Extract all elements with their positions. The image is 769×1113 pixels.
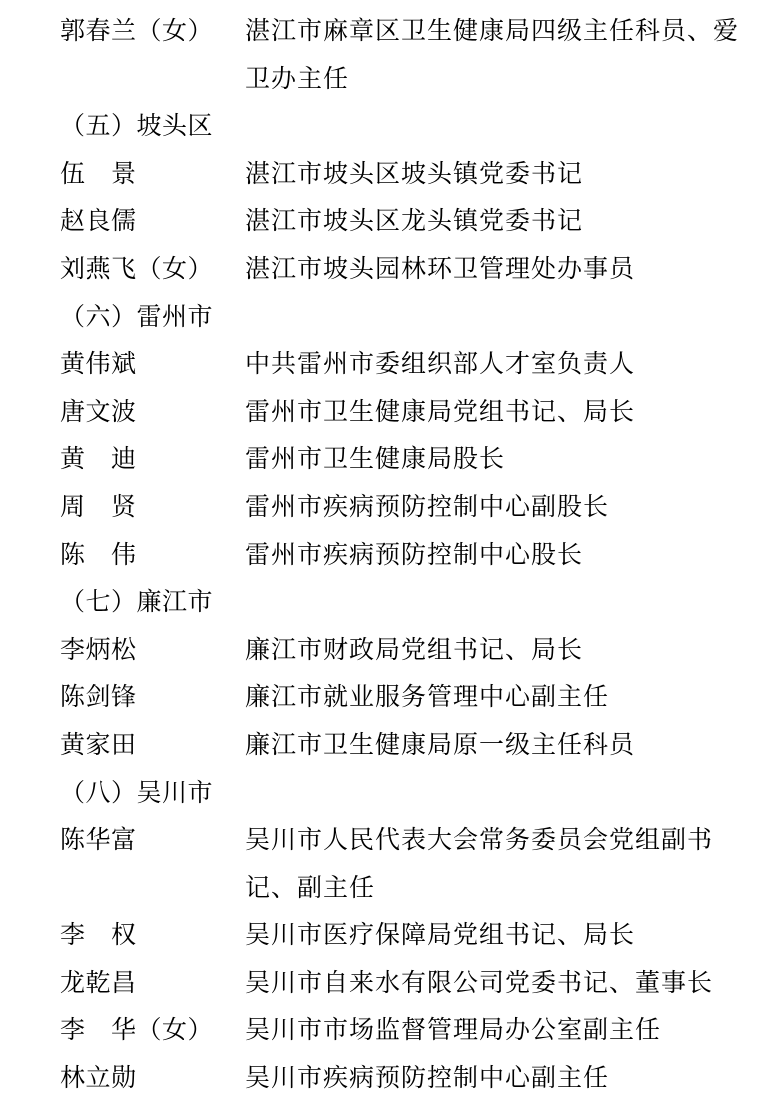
entry-title: 廉江市卫生健康局原一级主任科员 <box>245 731 636 759</box>
entry-title: 吴川市市场监督管理局办公室副主任 <box>245 1017 662 1045</box>
entry-row <box>60 246 745 294</box>
entry-row <box>60 817 745 912</box>
entry-row <box>60 484 745 532</box>
entry-row <box>60 436 745 484</box>
section-heading: （五）坡头区 <box>60 113 214 141</box>
entry-name: 陈 伟 <box>60 541 137 569</box>
entry-title: 湛江市坡头园林环卫管理处办事员 <box>245 255 636 283</box>
entry-name: 黄家田 <box>60 731 137 759</box>
entry-name: 刘燕飞（女） <box>60 255 214 283</box>
entry-row <box>60 1007 745 1055</box>
entry-name: 陈剑锋 <box>60 684 137 712</box>
entry-row <box>60 341 745 389</box>
entry-title: 吴川市医疗保障局党组书记、局长 <box>245 922 636 950</box>
entry-title: 雷州市疾病预防控制中心副股长 <box>245 493 610 521</box>
entry-row <box>60 1055 745 1103</box>
section-heading: （八）吴川市 <box>60 779 214 807</box>
entry-name: 李 华（女） <box>60 1017 214 1045</box>
section-heading: （六）雷州市 <box>60 303 214 331</box>
entry-name: 伍 景 <box>60 160 137 188</box>
entry-name: 郭春兰（女） <box>60 18 214 45</box>
entry-row <box>60 151 745 199</box>
entry-name: 周 贤 <box>60 493 137 521</box>
entry-row <box>60 674 745 722</box>
entry-title: 吴川市疾病预防控制中心副主任 <box>245 1065 610 1093</box>
entry-name: 林立勋 <box>60 1065 137 1093</box>
entry-title: 雷州市卫生健康局股长 <box>245 446 506 474</box>
entry-row <box>60 912 745 960</box>
entry-name: 陈华富 <box>60 827 137 855</box>
entry-row <box>60 960 745 1008</box>
entry-title: 廉江市就业服务管理中心副主任 <box>245 684 610 712</box>
entry-title: 雷州市疾病预防控制中心股长 <box>245 541 584 569</box>
entry-row <box>60 722 745 770</box>
entry-row <box>60 389 745 437</box>
entry-name: 黄 迪 <box>60 446 137 474</box>
entry-title: 吴川市自来水有限公司党委书记、董事长 <box>245 969 714 997</box>
entry-title: 湛江市坡头区龙头镇党委书记 <box>245 208 584 236</box>
entry-title: 雷州市卫生健康局党组书记、局长 <box>245 398 636 426</box>
entry-row <box>60 198 745 246</box>
entry-name: 唐文波 <box>60 398 137 426</box>
entry-title: 湛江市坡头区坡头镇党委书记 <box>245 160 584 188</box>
entry-title: 廉江市财政局党组书记、局长 <box>245 636 584 664</box>
entry-name: 赵良儒 <box>60 208 137 236</box>
appointment-list <box>60 8 745 1103</box>
entry-title: 湛江市麻章区卫生健康局四级主任科员、爱卫办主任 <box>245 18 740 93</box>
entry-row <box>60 532 745 580</box>
entry-name: 李 权 <box>60 922 137 950</box>
section-heading: （七）廉江市 <box>60 589 214 617</box>
entry-name: 黄伟斌 <box>60 351 137 379</box>
entry-name: 李炳松 <box>60 636 137 664</box>
entry-title: 中共雷州市委组织部人才室负责人 <box>245 351 636 379</box>
entry-row <box>60 8 745 103</box>
entry-title: 吴川市人民代表大会常务委员会党组副书记、副主任 <box>245 827 714 902</box>
entry-name: 龙乾昌 <box>60 969 137 997</box>
entry-row <box>60 627 745 675</box>
